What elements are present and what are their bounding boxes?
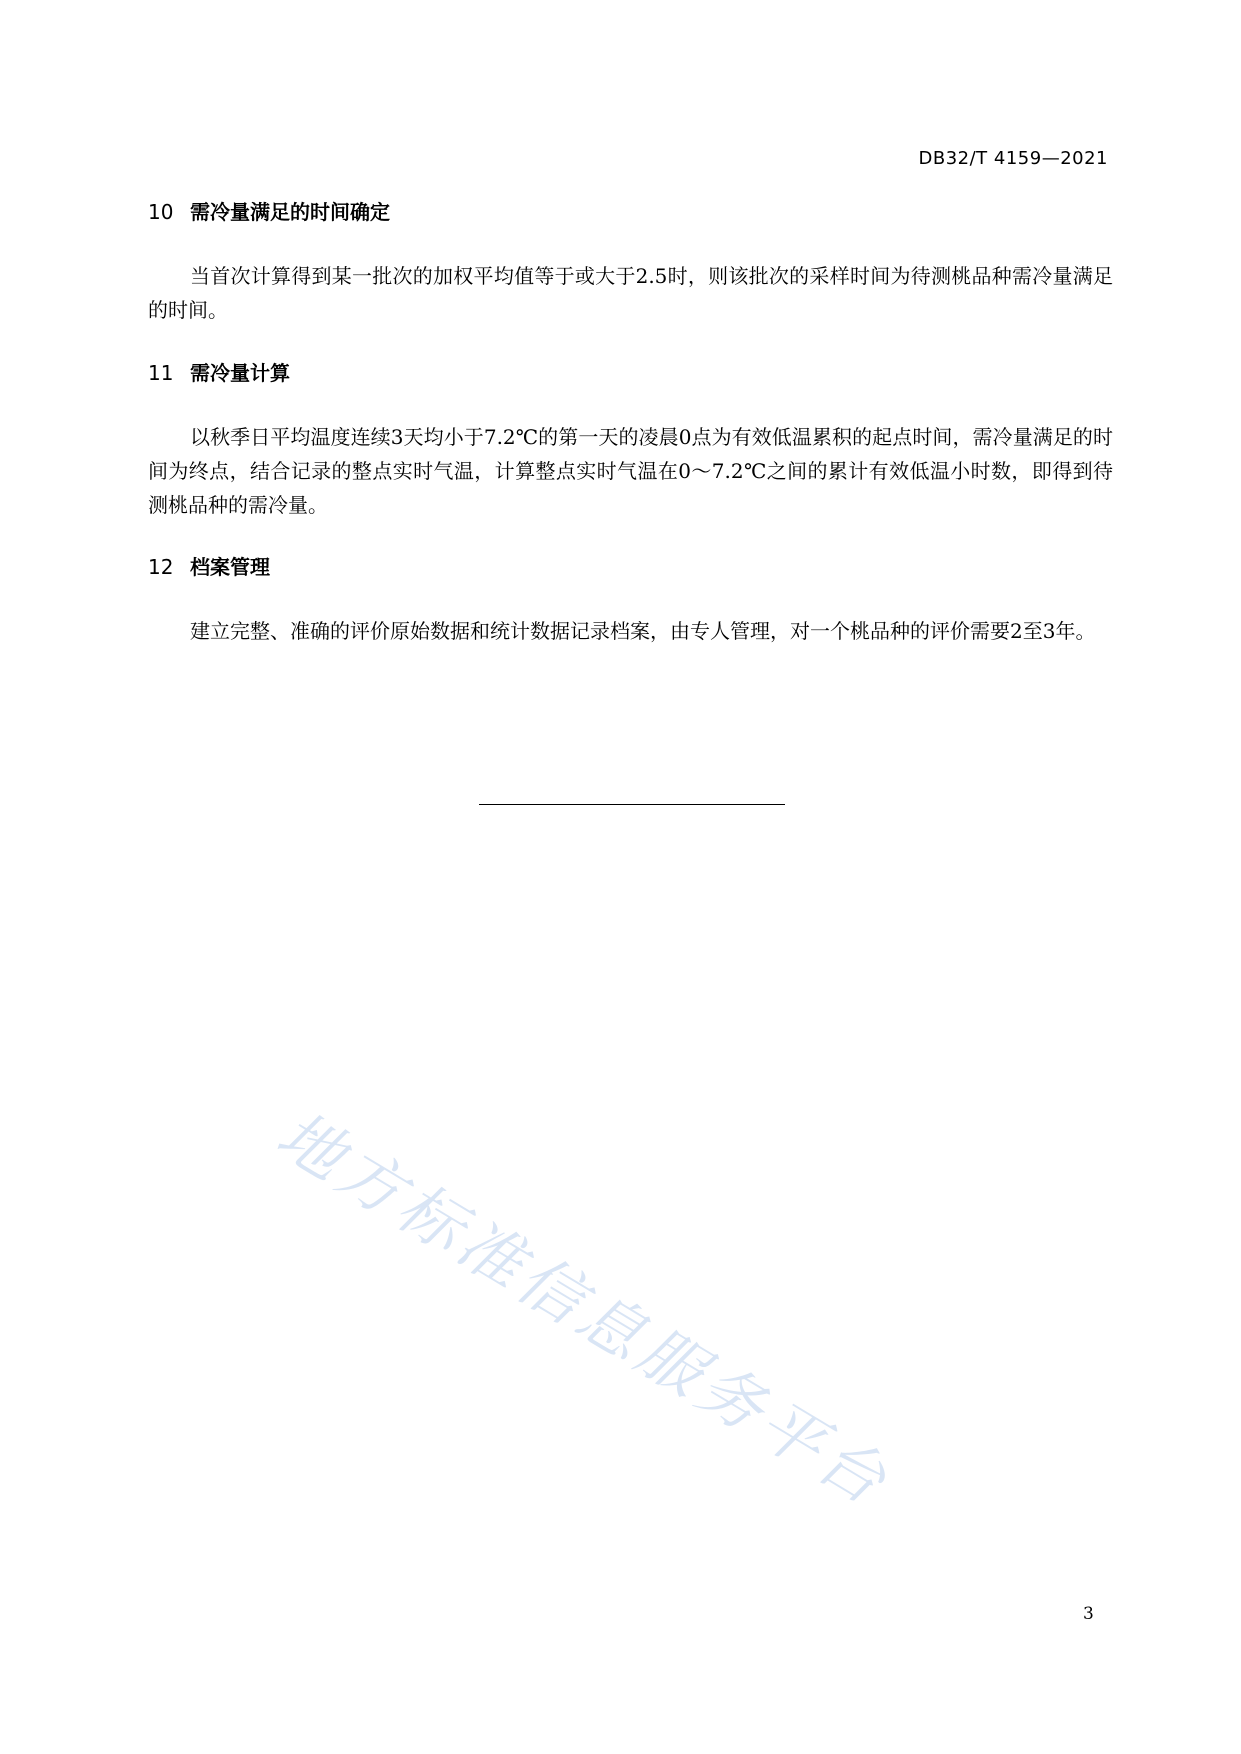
- section-heading: [148, 197, 1113, 227]
- section-12: [148, 552, 1113, 648]
- end-of-document-rule: [479, 804, 785, 805]
- section-paragraph: 以秋季日平均温度连续3天均小于7.2℃的第一天的凌晨0点为有效低温累积的起点时间，需冷量满足的时间为终点，结合记录的整点实时气温，计算整点实时气温在0～7.2℃之间的累计有效低温小时数，即得到待测桃品种的需冷量。: [148, 425, 1113, 517]
- section-title: 需冷量满足的时间确定: [190, 200, 390, 224]
- section-heading: [148, 552, 1113, 582]
- section-paragraph: 建立完整、准确的评价原始数据和统计数据记录档案，由专人管理，对一个桃品种的评价需要2至3年。: [190, 619, 1096, 643]
- section-number: 10: [148, 200, 174, 224]
- page-number: 3: [1083, 1604, 1094, 1624]
- section-heading: [148, 358, 1113, 388]
- section-10: [148, 197, 1113, 327]
- section-number: 11: [148, 361, 174, 385]
- section-number: 12: [148, 555, 174, 579]
- section-title: 需冷量计算: [190, 361, 290, 385]
- watermark: 地方标准信息服务平台: [264, 1097, 903, 1522]
- document-code: DB32/T 4159—2021: [918, 148, 1108, 169]
- section-11: [148, 358, 1113, 522]
- section-paragraph: 当首次计算得到某一批次的加权平均值等于或大于2.5时，则该批次的采样时间为待测桃品种需冷量满足的时间。: [148, 264, 1113, 322]
- section-title: 档案管理: [190, 555, 270, 579]
